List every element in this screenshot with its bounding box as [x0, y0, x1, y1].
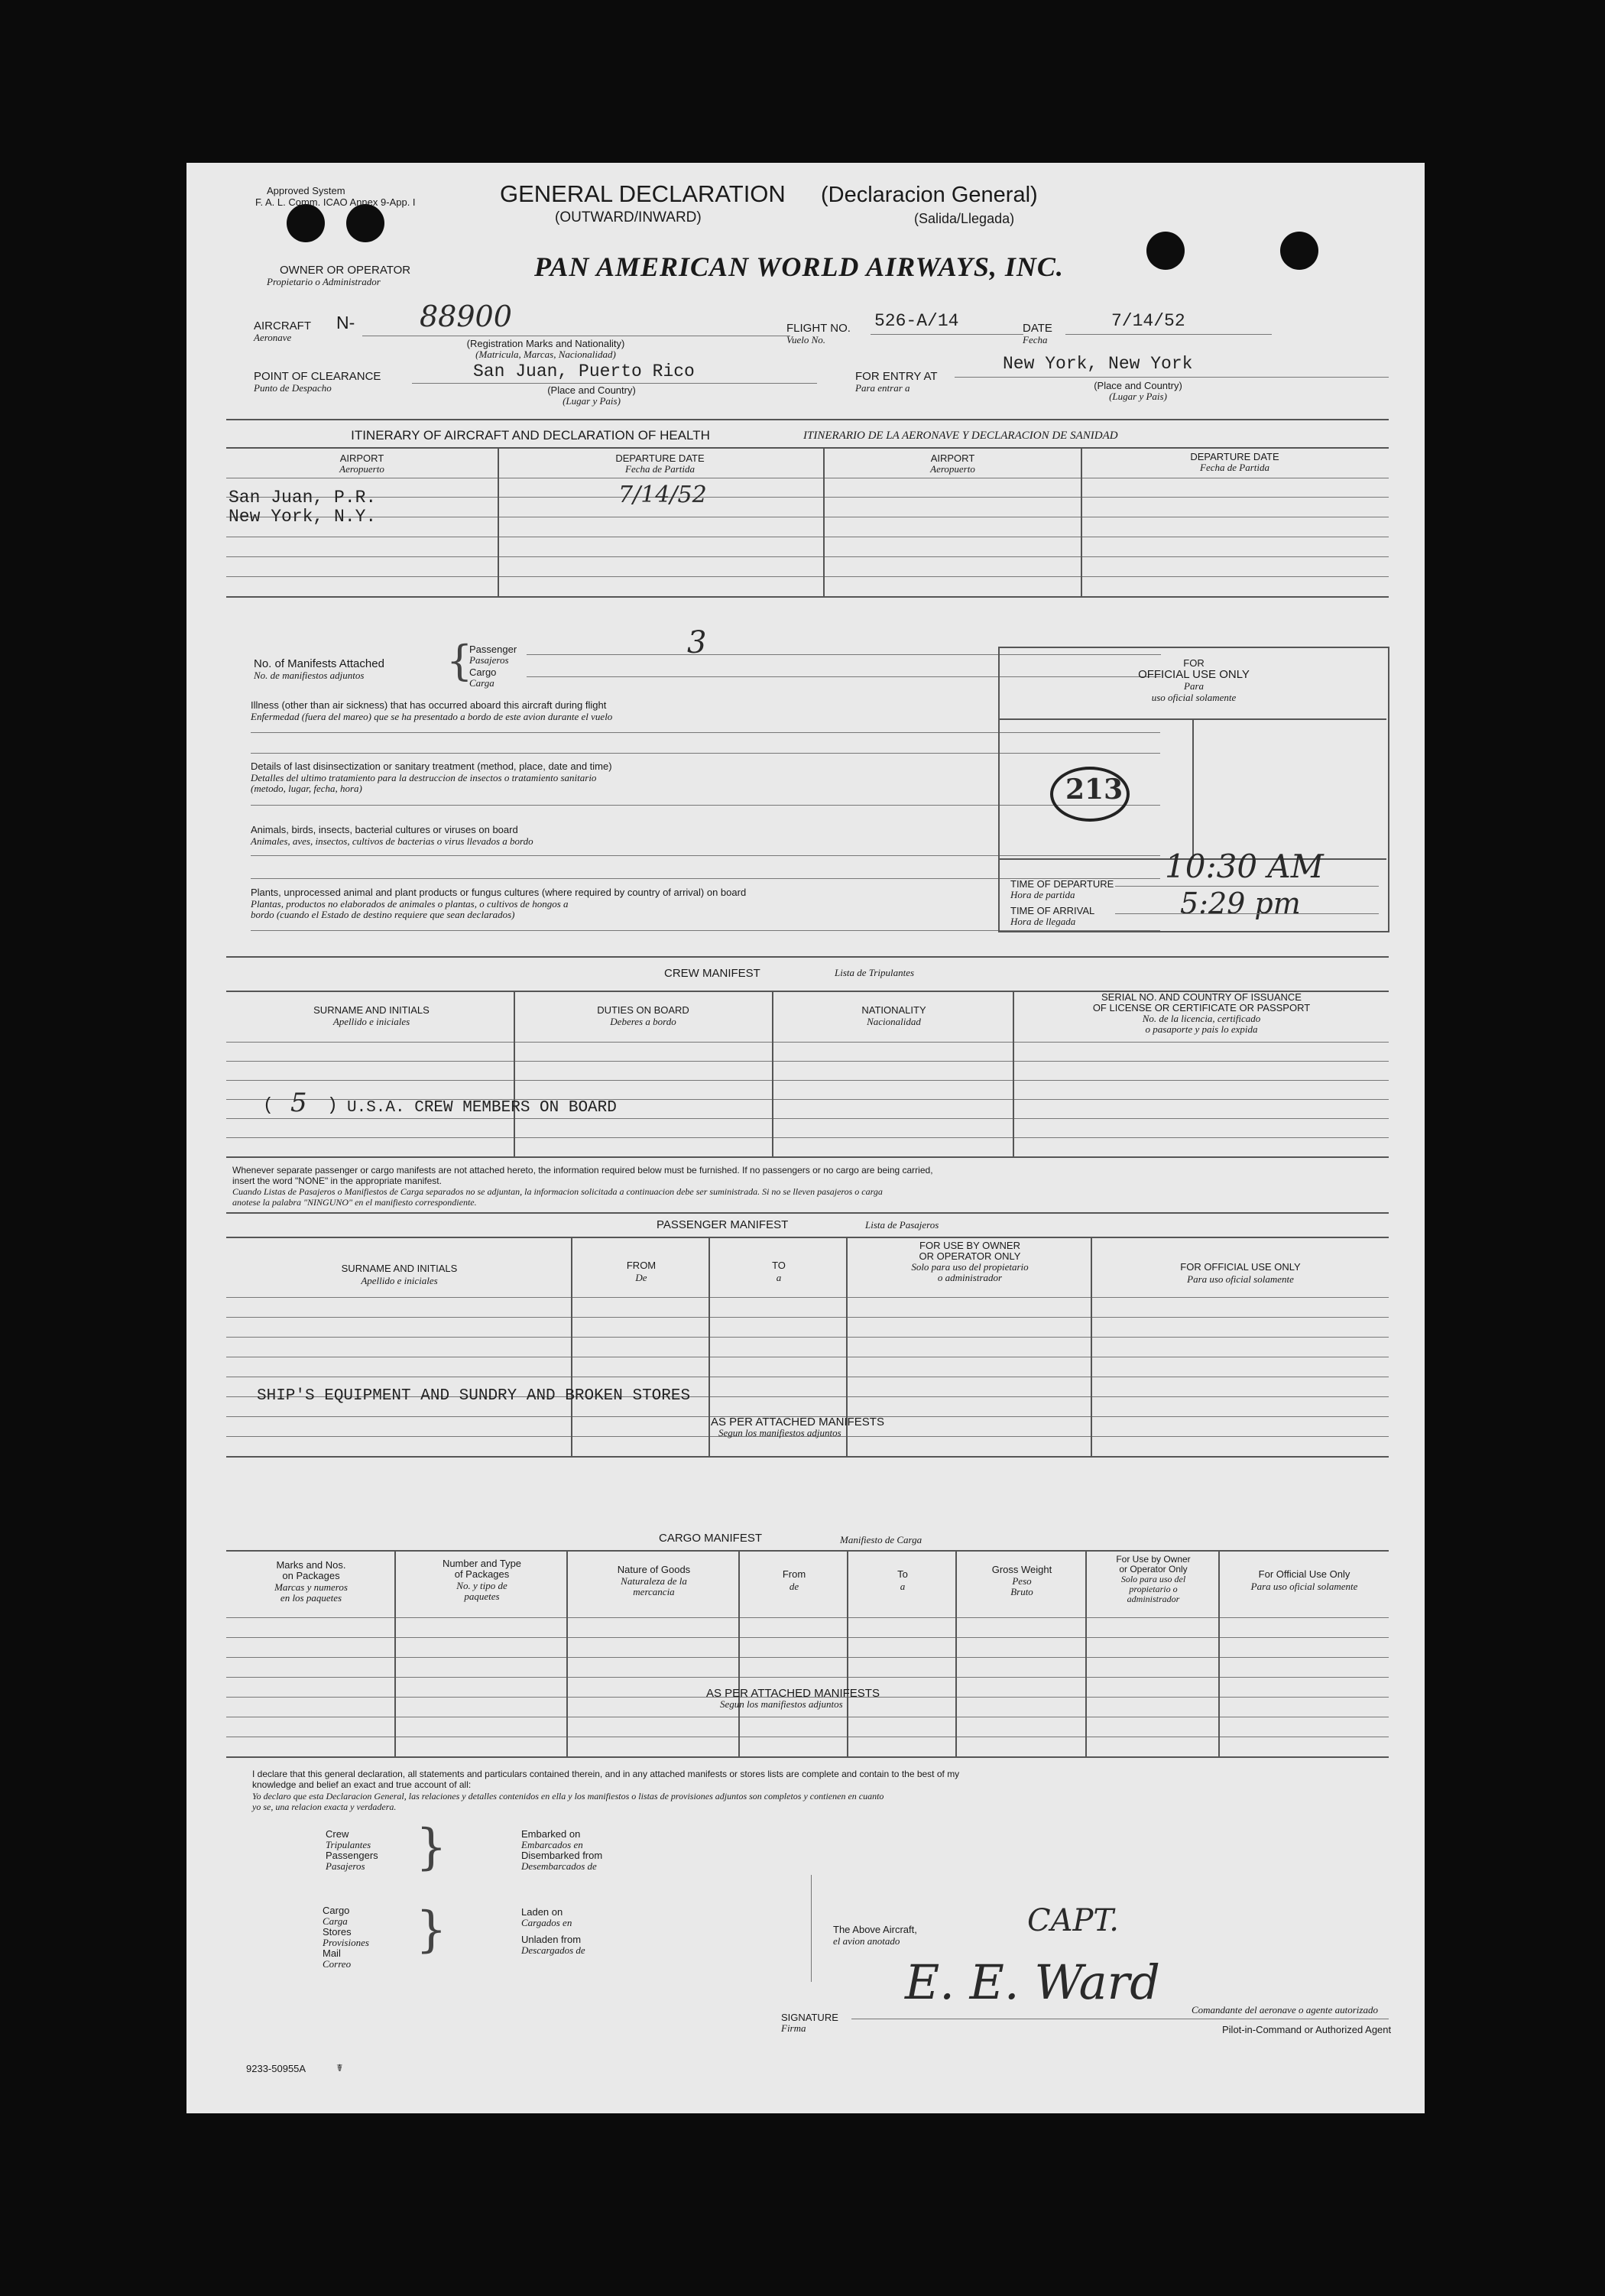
official-title-es-2: uso oficial solamente: [1151, 692, 1237, 703]
clearance-value: San Juan, Puerto Rico: [473, 362, 695, 381]
decl-stores-es: Provisiones: [323, 1937, 369, 1948]
itinerary-col-airport-2: AIRPORT: [930, 452, 975, 464]
pax-col-owner-1: FOR USE BY OWNER: [919, 1240, 1020, 1251]
crew-title: CREW MANIFEST: [664, 967, 760, 980]
pax-col-surname: SURNAME AND INITIALS: [341, 1263, 458, 1274]
animals-label-es: Animales, aves, insectos, cultivos de bacterias o virus llevados a bordo: [251, 835, 533, 847]
cargo-col-marks-2: on Packages: [282, 1570, 340, 1581]
declaration-line-3: Yo declaro que esta Declaracion General, las relaciones y detalles contenidos en ella y los manifiestos o listas de provisiones adjuntos son completos y contienen en cuanto: [252, 1791, 884, 1801]
pic-label: Pilot-in-Command or Authorized Agent: [1222, 2024, 1392, 2035]
decl-crew-es: Tripulantes: [326, 1839, 371, 1850]
pax-col-from-es: De: [635, 1272, 647, 1283]
disinsect-label: Details of last disinsectization or sanitary treatment (method, place, date and time): [251, 760, 612, 772]
decl-cargo: Cargo: [323, 1905, 350, 1916]
cargo-stamp-es: Segun los manifiestos adjuntos: [720, 1698, 843, 1710]
pax-stamp-es: Segun los manifiestos adjuntos: [718, 1427, 841, 1438]
official-title-es-1: Para: [1184, 680, 1204, 692]
cargo-col-owner-es-2: propietario o: [1129, 1584, 1178, 1594]
signature-label: SIGNATURE: [781, 2012, 838, 2023]
decl-unladen-es: Descargados de: [521, 1944, 585, 1956]
manifests-label-es: No. de manifiestos adjuntos: [254, 670, 365, 681]
date-label-es: Fecha: [1023, 334, 1048, 345]
pax-col-owner-2: OR OPERATOR ONLY: [919, 1250, 1021, 1262]
cargo-col-marks-1: Marks and Nos.: [276, 1559, 346, 1571]
pax-col-owner-es-2: o administrador: [937, 1272, 1003, 1283]
aircraft-registration: 88900: [420, 300, 512, 333]
form-subtitle-es: (Salida/Llegada): [914, 211, 1015, 226]
crew-entry: U.S.A. CREW MEMBERS ON BOARD: [347, 1099, 617, 1117]
itinerary-col-departure-2: DEPARTURE DATE: [1190, 451, 1279, 462]
disinsect-label-es2: (metodo, lugar, fecha, hora): [251, 783, 362, 794]
form-number: 9233-50955A: [246, 2063, 306, 2074]
pax-col-to-es: a: [776, 1272, 782, 1283]
official-title-1: FOR: [1183, 657, 1205, 669]
entry-label-es: Para entrar a: [855, 382, 910, 394]
cargo-col-number-2: of Packages: [454, 1568, 510, 1580]
signature-label-es: Firma: [781, 2022, 806, 2034]
cargo-col-from: From: [782, 1568, 806, 1580]
date-value: 7/14/52: [1111, 311, 1185, 331]
signature: E. E. Ward: [905, 1954, 1160, 2010]
cargo-col-from-es: de: [789, 1581, 799, 1592]
decl-laden-es: Cargados en: [521, 1917, 572, 1928]
illness-label-es: Enfermedad (fuera del mareo) que se ha presentado a bordo de este avion durante el vuelo: [251, 711, 613, 722]
crew-title-es: Lista de Tripulantes: [835, 967, 915, 978]
crew-col-nationality: NATIONALITY: [861, 1004, 926, 1016]
icao-annex-label: F. A. L. Comm. ICAO Annex 9-App. I: [255, 196, 416, 208]
declaration-line-4: yo se, una relacion exacta y verdadera.: [252, 1801, 397, 1812]
crew-col-surname: SURNAME AND INITIALS: [313, 1004, 430, 1016]
entry-label: FOR ENTRY AT: [855, 370, 938, 383]
pax-col-to: TO: [772, 1260, 786, 1271]
manifests-label: No. of Manifests Attached: [254, 657, 384, 670]
cargo-col-weight-es-1: Peso: [1012, 1575, 1032, 1587]
punch-hole: [1280, 232, 1318, 270]
arrival-time-label-es: Hora de llegada: [1010, 916, 1076, 927]
decl-cargo-es: Carga: [323, 1915, 348, 1927]
entry-caption-es: (Lugar y Pais): [1109, 391, 1167, 402]
decl-aircraft-es: el avion anotado: [833, 1935, 900, 1947]
cargo-col-number-es-2: paquetes: [464, 1591, 500, 1602]
notice-line-1: Whenever separate passenger or cargo manifests are not attached hereto, the information required below must be furnished. If no passengers or no cargo are being carried,: [232, 1165, 933, 1176]
declaration-line-2: knowledge and belief an exact and true account of all:: [252, 1779, 472, 1790]
cargo-col-weight-es-2: Bruto: [1010, 1586, 1033, 1597]
notice-line-3: Cuando Listas de Pasajeros o Manifiestos de Carga separados no se adjuntan, la informacion solicitada a continuacion debe ser suministrada. Si no se lleven pasajeros o carga: [232, 1186, 883, 1197]
crew-count: 5: [290, 1088, 307, 1118]
itinerary-date-1: 7/14/52: [618, 482, 707, 508]
departure-time: 10:30 AM: [1165, 848, 1324, 885]
crew-col-serial-es-1: No. de la licencia, certificado: [1142, 1013, 1261, 1024]
cargo-title-es: Manifiesto de Carga: [840, 1534, 922, 1545]
form-title-es: (Declaracion General): [821, 183, 1038, 207]
decl-embarked: Embarked on: [521, 1828, 581, 1840]
itinerary-col-airport-2-es: Aeropuerto: [930, 463, 975, 475]
punch-hole: [1146, 232, 1185, 270]
decl-mail: Mail: [323, 1947, 341, 1959]
clearance-caption: (Place and Country): [547, 384, 636, 396]
cargo-col-to: To: [897, 1568, 908, 1580]
pax-col-surname-es: Apellido e iniciales: [361, 1275, 438, 1286]
cargo-col-official-es: Para uso oficial solamente: [1250, 1581, 1358, 1592]
cargo-col-nature-es-1: Naturaleza de la: [621, 1575, 687, 1587]
itinerary-col-airport: AIRPORT: [339, 452, 384, 464]
decl-passengers: Passengers: [326, 1850, 378, 1861]
clearance-label-es: Punto de Despacho: [254, 382, 332, 394]
flight-label: FLIGHT NO.: [786, 322, 851, 335]
signature-title: CAPT.: [1027, 1903, 1119, 1938]
date-label: DATE: [1023, 322, 1052, 335]
form-subtitle: (OUTWARD/INWARD): [555, 209, 702, 225]
cargo-col-nature-es-2: mercancia: [633, 1586, 675, 1597]
cargo-col-number-1: Number and Type: [442, 1558, 522, 1569]
aircraft-label-es: Aeronave: [254, 332, 292, 343]
pax-entry: SHIP'S EQUIPMENT AND SUNDRY AND BROKEN STORES: [257, 1387, 691, 1405]
entry-caption: (Place and Country): [1094, 380, 1182, 391]
itinerary-title: ITINERARY OF AIRCRAFT AND DECLARATION OF HEALTH: [351, 428, 710, 443]
form-title: GENERAL DECLARATION: [500, 180, 786, 207]
passenger-label: Passenger: [469, 644, 517, 655]
departure-time-label-es: Hora de partida: [1010, 889, 1075, 900]
illness-label: Illness (other than air sickness) that has occurred aboard this aircraft during flight: [251, 699, 607, 711]
entry-value: New York, New York: [1003, 354, 1193, 374]
decl-passengers-es: Pasajeros: [326, 1860, 365, 1872]
official-title-2: OFFICIAL USE ONLY: [1138, 668, 1250, 681]
decl-unladen: Unladen from: [521, 1934, 582, 1945]
cargo-col-owner-1: For Use by Owner: [1116, 1554, 1191, 1565]
aircraft-caption: (Registration Marks and Nationality): [466, 338, 625, 349]
crew-col-serial-2: OF LICENSE OR CERTIFICATE OR PASSPORT: [1092, 1002, 1311, 1013]
cargo-col-number-es-1: No. y tipo de: [456, 1580, 507, 1591]
punch-hole: [287, 204, 325, 242]
pax-col-from: FROM: [626, 1260, 657, 1271]
decl-laden: Laden on: [521, 1906, 563, 1918]
crew-col-serial-1: SERIAL NO. AND COUNTRY OF ISSUANCE: [1101, 991, 1302, 1003]
notice-line-4: anotese la palabra "NINGUNO" en el manifiesto correspondiente.: [232, 1197, 477, 1208]
disinsect-label-es: Detalles del ultimo tratamiento para la destruccion de insectos o tratamiento sanitario: [251, 772, 597, 783]
flight-label-es: Vuelo No.: [786, 334, 826, 345]
crew-col-serial-es-2: o pasaporte y pais lo expida: [1145, 1023, 1258, 1035]
aircraft-caption-es: (Matricula, Marcas, Nacionalidad): [475, 349, 616, 360]
cargo-col-official: For Official Use Only: [1258, 1568, 1350, 1580]
passenger-label-es: Pasajeros: [469, 654, 509, 666]
pax-stamp: AS PER ATTACHED MANIFESTS: [711, 1416, 884, 1429]
crew-col-duties-es: Deberes a bordo: [610, 1016, 676, 1027]
decl-disembarked: Disembarked from: [521, 1850, 603, 1861]
decl-mail-es: Correo: [323, 1958, 352, 1970]
aircraft-label: AIRCRAFT: [254, 319, 311, 332]
cargo-col-weight: Gross Weight: [991, 1564, 1052, 1575]
passenger-title: PASSENGER MANIFEST: [657, 1218, 789, 1231]
cargo-col-nature: Nature of Goods: [617, 1564, 691, 1575]
cargo-label: Cargo: [469, 666, 497, 678]
decl-embarked-es: Embarcados en: [521, 1839, 583, 1850]
pic-label-es: Comandante del aeronave o agente autorizado: [1192, 2004, 1378, 2015]
passenger-title-es: Lista de Pasajeros: [865, 1219, 939, 1231]
decl-stores: Stores: [323, 1926, 352, 1938]
crew-col-nationality-es: Nacionalidad: [867, 1016, 921, 1027]
crew-col-duties: DUTIES ON BOARD: [597, 1004, 689, 1016]
itinerary-airport-2: New York, N.Y.: [229, 507, 377, 527]
arrival-time: 5:29 pm: [1180, 887, 1301, 920]
declaration-line-1: I declare that this general declaration, all statements and particulars contained therein, and in any attached manifests or stores lists are complete and contain to the best of my: [252, 1769, 960, 1779]
departure-time-label: TIME OF DEPARTURE: [1010, 878, 1114, 890]
cargo-col-marks-es-2: en los paquetes: [280, 1592, 342, 1604]
itinerary-col-departure: DEPARTURE DATE: [615, 452, 705, 464]
itinerary-title-es: ITINERARIO DE LA AERONAVE Y DECLARACION DE SANIDAD: [803, 430, 1118, 442]
plants-label: Plants, unprocessed animal and plant products or fungus cultures (where required by country of arrival) on board: [251, 887, 747, 898]
crew-col-surname-es: Apellido e iniciales: [332, 1016, 410, 1027]
clearance-caption-es: (Lugar y Pais): [563, 395, 621, 407]
cargo-stamp: AS PER ATTACHED MANIFESTS: [706, 1687, 880, 1700]
punch-hole: [346, 204, 384, 242]
cargo-col-owner-es-1: Solo para uso del: [1120, 1574, 1186, 1584]
plants-label-es2: bordo (cuando el Estado de destino requiere que sean declarados): [251, 909, 515, 920]
itinerary-col-airport-es: Aeropuerto: [339, 463, 384, 475]
decl-disembarked-es: Desembarcados de: [521, 1860, 597, 1872]
notice-line-2: insert the word "NONE" in the appropriate manifest.: [232, 1176, 442, 1186]
approved-system-label: Approved System: [267, 185, 345, 196]
flight-number: 526-A/14: [874, 311, 959, 331]
pax-col-official-es: Para uso oficial solamente: [1187, 1273, 1294, 1285]
plants-label-es: Plantas, productos no elaborados de animales o plantas, o cultivos de hongos a: [251, 898, 569, 910]
cargo-col-to-es: a: [900, 1581, 906, 1592]
pax-col-owner-es-1: Solo para uso del propietario: [911, 1261, 1029, 1273]
owner-value: PAN AMERICAN WORLD AIRWAYS, INC.: [534, 251, 1064, 282]
clearance-label: POINT OF CLEARANCE: [254, 370, 381, 383]
cargo-col-owner-es-3: administrador: [1127, 1594, 1180, 1604]
cargo-col-marks-es-1: Marcas y numeros: [274, 1581, 348, 1593]
arrival-time-label: TIME OF ARRIVAL: [1010, 905, 1095, 916]
cargo-title: CARGO MANIFEST: [659, 1532, 763, 1545]
aircraft-prefix: N-: [336, 313, 355, 332]
official-stamp-number: 213: [1065, 773, 1124, 806]
cargo-col-owner-2: or Operator Only: [1119, 1564, 1188, 1574]
itinerary-col-departure-es: Fecha de Partida: [625, 463, 695, 475]
animals-label: Animals, birds, insects, bacterial cultures or viruses on board: [251, 824, 518, 835]
owner-label-es: Propietario o Administrador: [267, 276, 381, 287]
pax-col-official: FOR OFFICIAL USE ONLY: [1180, 1261, 1301, 1273]
cargo-label-es: Carga: [469, 677, 494, 689]
decl-crew: Crew: [326, 1828, 349, 1840]
itinerary-col-departure-2-es: Fecha de Partida: [1200, 462, 1269, 473]
itinerary-airport-1: San Juan, P.R.: [229, 488, 377, 508]
owner-label: OWNER OR OPERATOR: [280, 264, 411, 277]
manifests-count: 3: [687, 625, 707, 660]
general-declaration-form: Approved System F. A. L. Comm. ICAO Annex 9-App. I GENERAL DECLARATION (OUTWARD/INWARD) (Declaracion General) (Salida/Llegada) OWNER OR OPERATOR Propietario o Administrador PAN AMERICAN WORLD AIRWAYS, INC. AIRCRAFT Aeronave N- 88900 (Registration Marks and Nationality) (Matricula, Marcas, Nacionalidad) FLIGHT NO. Vuelo No. 526-A/14 DATE Fecha 7/14/52 POINT OF CLEARANCE Punto de Despacho San Juan, Puerto Rico (Place and Country) (Lugar y Pais) FOR ENTRY AT Para entrar a New York, New York (Place and Country) (Lugar y Pais) ITINERARY OF AIRCRAFT AND DECLARATION OF HEALTH ITINERARIO DE LA AERONAVE Y DECLARACION DE SANIDAD AIRPORT Aeropuerto DEPARTURE DATE Fecha de Partida AIRPORT Aeropuerto DEPARTURE DATE Fecha de Partida San Juan, P.R. 7/14/52 New York, N.Y. No. of Manifests Attached No. de manifiestos adjuntos { Passenger Pasajeros Cargo Carga 3 Illness (other than air sickness) that has occurred aboard this aircraft during flight Enfermedad (fuera del mareo) que se ha presentado a bordo de este avion durante el vuelo Details of last disinsectization or sanitary treatment (method, place, date and time) Detalles del ultimo tratamiento para la destruccion de insectos o tratamiento sanitario (metodo, lugar, fecha, hora) Animals, birds, insects, bacterial cultures or viruses on board Animales, aves, insectos, cultivos de bacterias o virus llevados a bordo Plants, unprocessed animal and plant products or fungus cultures (where required by country of arrival) on board Plantas, productos no elaborados de animales o plantas, o cultivos de hongos a bordo (cuando el Estado de destino requiere que sean declarados) FOR OFFICIAL USE ONLY Para uso oficial solamente 213 TIME OF DEPARTURE Hora de partida 10:30 AM TIME OF ARRIVAL Hora de llegada 5:29 pm CREW MANIFEST Lista de Tripulantes SURNAME AND INITIALS Apellido e iniciales DUTIES ON BOARD Deberes a bordo NATIONALITY Nacionalidad SERIAL NO. AND COUNTRY OF ISSUANCE OF LICENSE OR CERTIFICATE OR PASSPORT No. de la licencia, certificado o pasaporte y pais lo expida ( 5 ) U.S.A. CREW MEMBERS ON BOARD Whenever separate passenger or cargo manifests are not attached hereto, the information required below must be furnished. If no passengers or no cargo are being carried, insert the word "NONE" in the appropriate manifest. Cuando Listas de Pasajeros o Manifiestos de Carga separados no se adjuntan, la informacion solicitada a continuacion debe ser suministrada. Si no se lleven pasajeros o carga anotese la palabra "NINGUNO" en el manifiesto correspondiente. PASSENGER MANIFEST Lista de Pasajeros SURNAME AND INITIALS Apellido e iniciales FROM De TO a FOR USE BY OWNER OR OPERATOR ONLY Solo para uso del propietario o administrador FOR OFFICIAL USE ONLY Para uso oficial solamente SHIP'S EQUIPMENT AND SUNDRY AND BROKEN STORES AS PER ATTACHED MANIFESTS Segun los manifiestos adjuntos CARGO MANIFEST Manifiesto de Carga Marks and Nos. on Packages Marcas y numeros en los paquetes Number and Type of Packages No. y tipo de paquetes Nature of Goods Naturaleza de la mercancia From de To a Gross Weight Peso Bruto For Use by Owner or Operator Only Solo para uso del propietario o administrador For Official Use Only Para uso oficial solamente AS PER ATTACHED MANIFESTS Segun los manifiestos adjuntos I declare that this general declaration, all statements and particulars contained therein, and in any attached manifests or stores lists are complete and contain to the best of my knowledge and belief an exact and true account of all: Yo declaro que esta Declaracion General, las relaciones y detalles contenidos en ella y los manifiestos o listas de provisiones adjuntos son completos y contienen en cuanto yo se, una relacion exacta y verdadera. Crew Tripulantes Passengers Pasajeros } Embarked on Embarcados en Disembarked from Desembarcados de Cargo Carga Stores Provisiones Mail Correo } Laden on Cargados en Unladen from Descargados de The Above Aircraft, el avion anotado CAPT. E. E. Ward SIGNATURE Firma Comandante del aeronave o agente autorizado Pilot-in-Command or Authorized Agent 9233-50955A ☤: [186, 163, 1425, 2113]
decl-aircraft: The Above Aircraft,: [833, 1924, 917, 1935]
